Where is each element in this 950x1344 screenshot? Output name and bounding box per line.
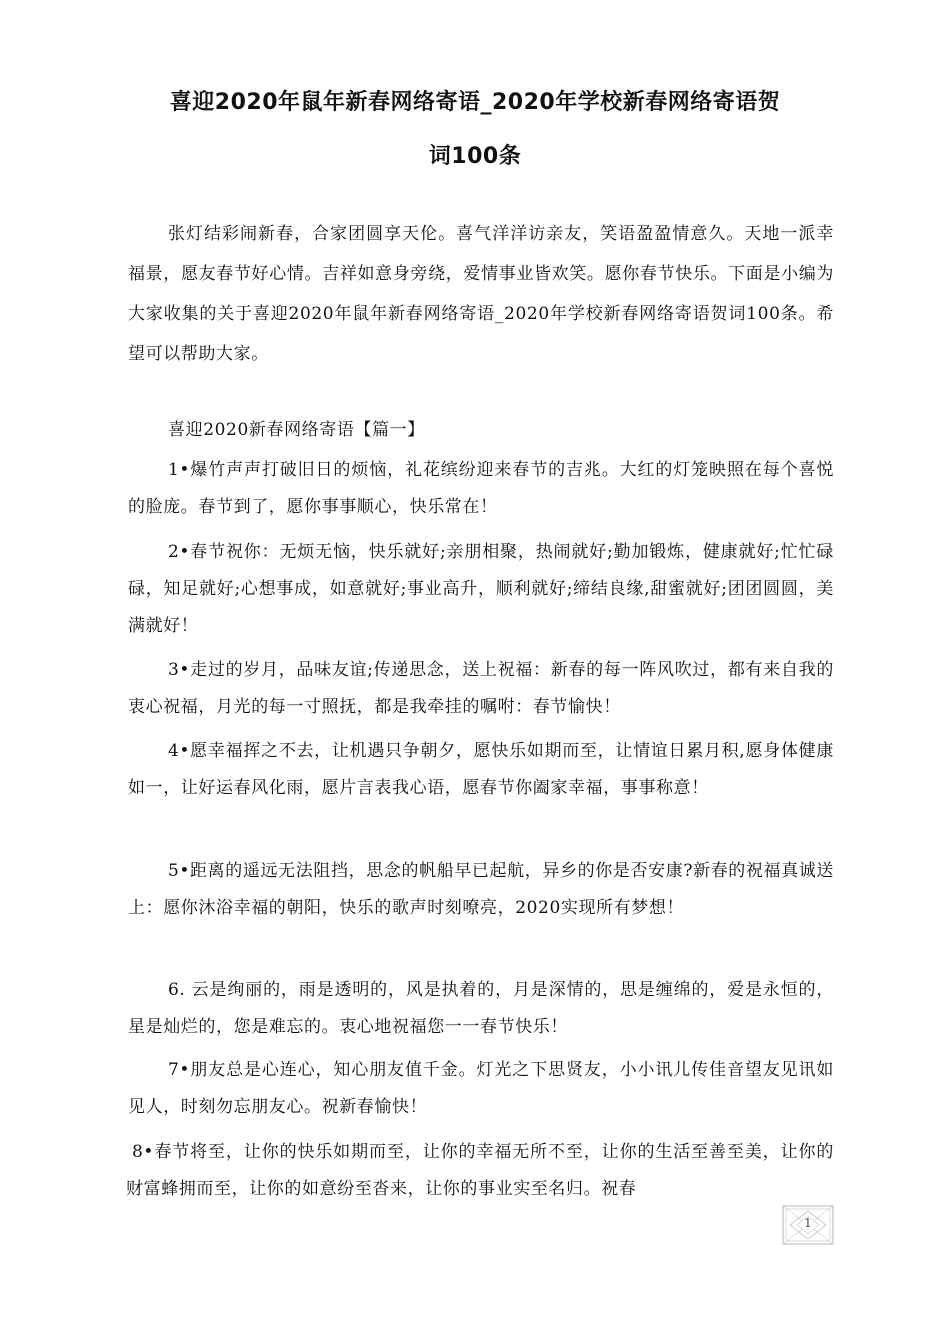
greeting-item-8: 8•春节将至，让你的快乐如期而至，让你的幸福无所不至，让你的生活至善至美，让你的财富蜂拥而至，让你的如意纷至沓来，让你的事业实至名归。祝春 bbox=[126, 1142, 834, 1199]
section-heading: 喜迎2020新春网络寄语【篇一】 bbox=[168, 420, 425, 440]
page-number-badge bbox=[782, 1205, 834, 1245]
document-title-line-1: 喜迎2020年鼠年新春网络寄语_2020年学校新春网络寄语贺 bbox=[169, 90, 781, 115]
greeting-item-7: 7•朋友总是心连心，知心朋友值千金。灯光之下思贤友，小小讯儿传佳音望友见讯如见人，时刻勿忘朋友心。祝新春愉快！ bbox=[128, 1060, 834, 1117]
greeting-item-2: 2•春节祝你：无烦无恼，快乐就好;亲朋相聚，热闹就好;勤加锻炼，健康就好;忙忙碌碌，知足就好;心想事成，如意就好;事业高升，顺利就好;缔结良缘,甜蜜就好;团团圆圆，美满就好！ bbox=[128, 542, 834, 636]
greeting-item-6: 6. 云是绚丽的，雨是透明的，风是执着的，月是深情的，思是缠绵的，爱是永恒的，星是灿烂的，您是难忘的。衷心地祝福您一一春节快乐！ bbox=[128, 980, 834, 1037]
greeting-item-1: 1•爆竹声声打破旧日的烦恼，礼花缤纷迎来春节的吉兆。大红的灯笼映照在每个喜悦的脸庞。春节到了，愿你事事顺心，快乐常在！ bbox=[128, 460, 834, 517]
greeting-item-3: 3•走过的岁月，品味友谊;传递思念，送上祝福：新春的每一阵风吹过，都有来自我的衷心祝福，月光的每一寸照抚，都是我牵挂的嘱咐：春节愉快！ bbox=[128, 660, 834, 717]
greeting-item-5: 5•距离的遥远无法阻挡，思念的帆船早已起航，异乡的你是否安康?新春的祝福真诚送上：愿你沐浴幸福的朝阳，快乐的歌声时刻嘹亮，2020实现所有梦想！ bbox=[128, 861, 834, 918]
intro-paragraph: 张灯结彩闹新春，合家团圆享天伦。喜气洋洋访亲友，笑语盈盈情意久。天地一派幸福景，愿友春节好心情。吉祥如意身旁绕，爱情事业皆欢笑。愿你春节快乐。下面是小编为大家收集的关于喜迎2020年鼠年新春网络寄语_2020年学校新春网络寄语贺词100条。希望可以帮助大家。 bbox=[128, 224, 834, 364]
page-number: 1 bbox=[804, 1216, 812, 1230]
document-title-line-2: 词100条 bbox=[428, 144, 522, 169]
greeting-item-4: 4•愿幸福挥之不去，让机遇只争朝夕，愿快乐如期而至，让情谊日累月积,愿身体健康如一，让好运春风化雨，愿片言表我心语，愿春节你阖家幸福，事事称意！ bbox=[128, 741, 834, 798]
